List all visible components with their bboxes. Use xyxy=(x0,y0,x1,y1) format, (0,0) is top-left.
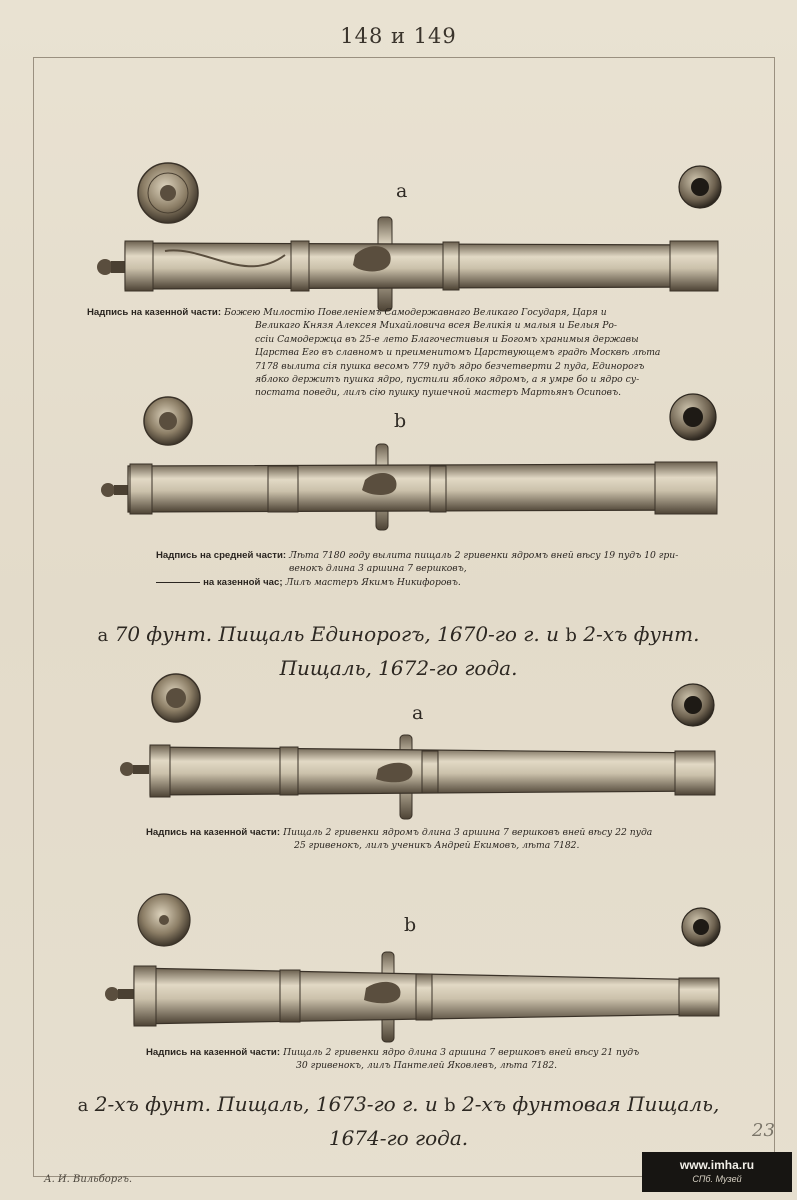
inscription-line: 25 гривенокъ, лилъ ученикъ Андрей Екимовъ, лѣта 7182. xyxy=(294,840,580,852)
cannon-1b-inscription-label-2: на казенной час; xyxy=(203,576,283,588)
cannon-1a-muzzle-view xyxy=(678,165,722,209)
cannon-1a-inscription xyxy=(87,306,727,400)
cannon-2a-breech-view xyxy=(150,672,202,724)
cannon-1a-letter: a xyxy=(396,180,408,202)
watermark-sub: СПб. Музей xyxy=(692,1174,742,1184)
cannon-1a-barrel xyxy=(95,215,725,315)
cannon-2a-letter: a xyxy=(412,702,424,724)
inscription-line: постата поведи, лилъ сію пушку пушечной мастеръ Мартьянъ Осиповъ. xyxy=(255,387,622,399)
cannon-2b-breech-view xyxy=(136,892,192,948)
inscription-line: Пищаль 2 гривенки ядро длина 3 аршина 7 вершковъ вней вѣсу 21 пудъ xyxy=(283,1047,640,1058)
caption-letter-a: a xyxy=(97,625,109,646)
plate2-caption xyxy=(0,1088,797,1154)
inscription-line: ссіи Самодержца въ 25-е лето Благочестивыя и Богомъ хранимыя державы xyxy=(255,333,639,345)
inscription-line: Лѣта 7180 году вылита пищаль 2 гривенки ядромъ вней вѣсу 19 пудъ 10 гри- xyxy=(289,550,679,561)
inscription-line: Лилъ мастеръ Якимъ Никифоровъ. xyxy=(285,576,461,588)
cannon-2b-barrel xyxy=(104,950,724,1045)
cannon-2b-inscription-label: Надпись на казенной части: xyxy=(146,1047,281,1058)
cannon-1a-inscription-label: Надпись на казенной части: xyxy=(87,307,222,318)
caption-letter-a: a xyxy=(77,1095,89,1116)
cannon-1b-letter: b xyxy=(394,410,407,432)
watermark-badge xyxy=(642,1152,792,1192)
inscription-line: венокъ длина 3 аршина 7 вершковъ, xyxy=(289,563,467,575)
watermark-url: www.imha.ru xyxy=(679,1158,755,1172)
inscription-line: 7178 вылита сія пушка весомъ 779 пудъ ядро безчетверти 2 пуда, Единорогъ xyxy=(255,360,645,372)
inscription-line: Великаго Князя Алексея Михайловича всея Великія и малыя и Белыя Ро- xyxy=(255,320,618,332)
cannon-1b-inscription-label: Надпись на средней части: xyxy=(156,550,287,561)
cannon-1b-muzzle-view xyxy=(668,392,718,442)
caption-text: 2-хъ фунтовая Пищаль, xyxy=(462,1092,720,1116)
inscription-line: Пищаль 2 гривенки ядромъ длина 3 аршина 7 вершковъ вней вѣсу 22 пуда xyxy=(283,827,653,838)
plate1-caption xyxy=(0,618,797,684)
caption-text: 70 фунт. Пищаль Единорогъ, 1670-го г. и xyxy=(114,622,560,646)
caption-letter-b: b xyxy=(444,1095,456,1116)
corner-mark: 23 xyxy=(752,1120,775,1141)
caption-text: 2-хъ фунт. Пищаль, 1673-го г. и xyxy=(94,1092,438,1116)
inscription-line: яблоко держитъ пушка ядро, пустили яблоко ядромъ, а я умре бо и ядро су- xyxy=(255,374,640,386)
cannon-2a-inscription-label: Надпись на казенной части: xyxy=(146,827,281,838)
cannon-2a-inscription xyxy=(146,826,716,853)
cannon-2b-inscription xyxy=(146,1046,716,1073)
publisher-credit: А. И. Вильборгъ. xyxy=(44,1174,133,1185)
inscription-line: Божею Милостію Повеленіемъ Самодержавнаго Великаго Государя, Царя и xyxy=(224,307,607,318)
cannon-2b-letter: b xyxy=(404,914,417,936)
caption-line-2: 1674-го года. xyxy=(328,1126,469,1150)
cannon-2b-muzzle-view xyxy=(680,906,722,948)
caption-letter-b: b xyxy=(565,625,577,646)
caption-line-2: Пищаль, 1672-го года. xyxy=(279,656,518,680)
dash-rule xyxy=(156,582,200,583)
inscription-line: Царства Его въ славномъ и преименитомъ Царствующемъ градѣ Москвѣ лѣта xyxy=(255,347,661,359)
inscription-line: 30 гривенокъ, лилъ Пантелей Яковлевъ, лѣта 7182. xyxy=(296,1060,558,1072)
page-number: 148 и 149 xyxy=(340,24,457,48)
caption-text: 2-хъ фунт. xyxy=(583,622,700,646)
cannon-2a-muzzle-view xyxy=(670,682,716,728)
cannon-1b-barrel xyxy=(100,440,725,535)
cannon-2a-barrel xyxy=(120,733,720,823)
cannon-1b-inscription xyxy=(156,549,716,589)
